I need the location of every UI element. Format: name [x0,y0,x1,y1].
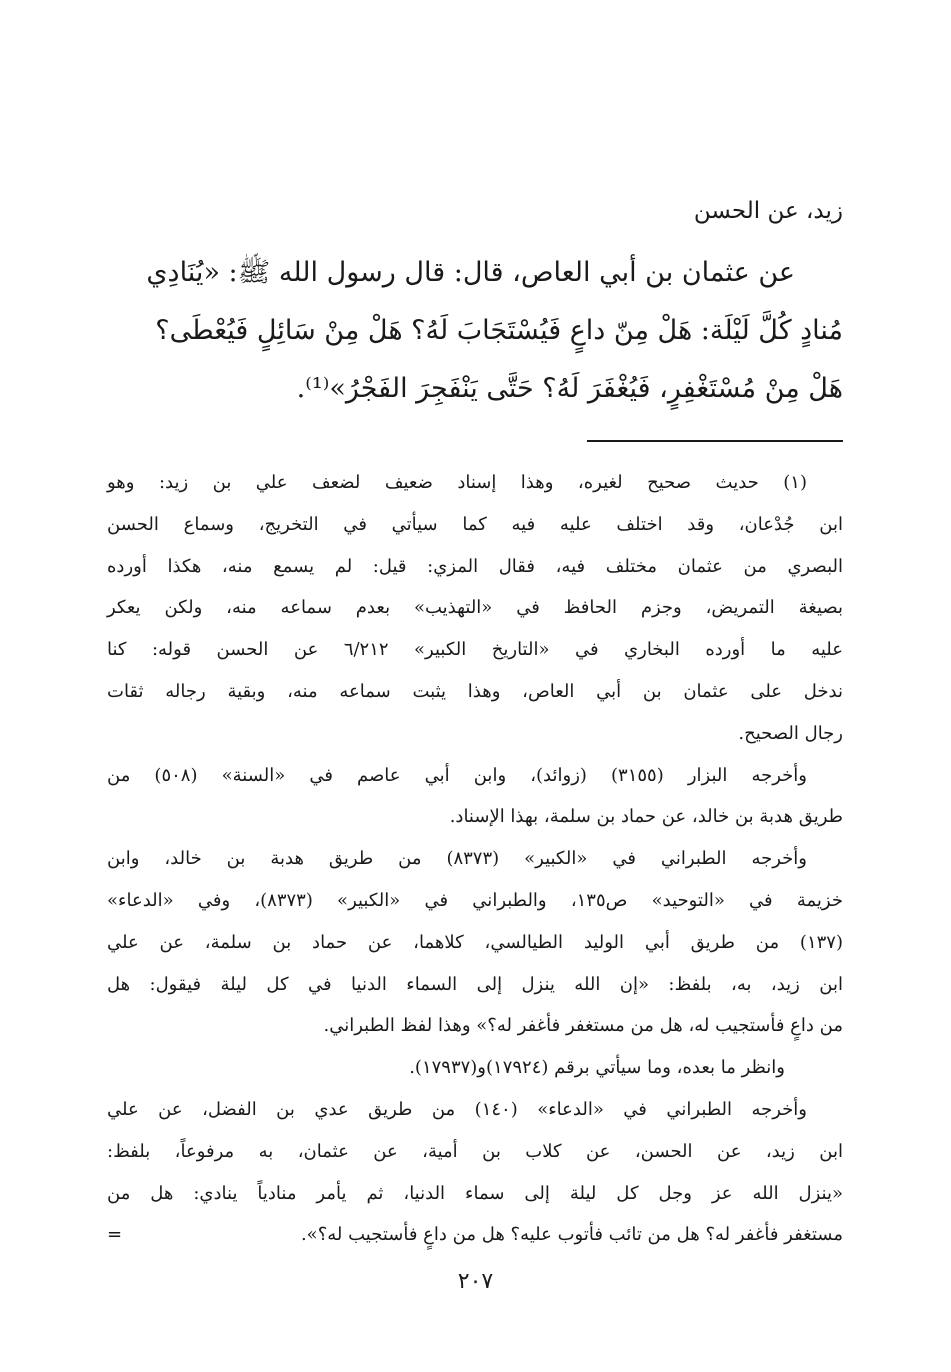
running-continuation-text: زيد، عن الحسن [693,198,843,224]
footnote-line: طريق هدبة بن خالد، عن حماد بن سلمة، بهذا الإسناد. [449,806,843,828]
footnote-line: بصيغة التمريض، وجزم الحافظ في «التهذيب» بعدم سماعه منه، ولكن يعكر [107,597,843,619]
footnote-line: خزيمة في «التوحيد» ص١٣٥، والطبراني في «الكبير» (٨٣٧٣)، وفي «الدعاء» [107,889,843,911]
page-number: ٢٠٧ [457,1269,494,1294]
footnote-line: (١٣٧) من طريق أبي الوليد الطيالسي، كلاهما، عن حماد بن سلمة، عن علي [107,931,843,953]
footnote-line: وأخرجه الطبراني في «الدعاء» (١٤٠) من طريق عدي بن الفضل، عن علي [107,1098,807,1120]
footnote-line: رجال الصحيح. [738,722,843,744]
footnote-line: ابن جُدْعان، وقد اختلف عليه فيه كما سيأتي في التخريج، وسماع الحسن [107,513,843,535]
footnote-line: (١) حديث صحيح لغيره، وهذا إسناد ضعيف لضعف علي بن زيد: وهو [107,472,807,493]
footnote-line: وأخرجه البزار (٣١٥٥) (زوائد)، وابن أبي عاصم في «السنة» (٥٠٨) من [107,764,807,786]
hadith-line: عن عثمان بن أبي العاص، قال: قال رسول الله ﷺ: «يُنَادِي [146,257,795,288]
footnote-line: البصري من عثمان مختلف فيه، فقال المزي: قيل: لم يسمع منه، هكذا أورده [107,555,843,577]
footnote-line: ابن زيد، به، بلفظ: «إن الله ينزل إلى السماء الدنيا في كل ليلة فيقول: هل [107,973,843,995]
hadith-line: هَلْ مِنْ مُسْتَغْفِرٍ، فَيُغْفَرَ لَهُ؟ حَتَّى يَنْفَجِرَ الفَجْرُ»⁽¹⁾. [296,373,843,404]
hadith-text-block [107,244,843,418]
footnotes-block [107,462,843,1256]
footnote-line: «ينزل الله عز وجل كل ليلة إلى سماء الدنيا، ثم يأمر منادياً ينادي: هل من [107,1182,843,1204]
footnote-line: مستغفر فأغفر له؟ هل من تائب فأتوب عليه؟ هل من داعٍ فأستجيب له؟». [300,1224,843,1246]
footnote-line: وانظر ما بعده، وما سيأتي برقم (١٧٩٢٤)و(١٧٩٣٧). [409,1057,785,1079]
footnote-line: من داعٍ فأستجيب له، هل من مستغفر فأغفر له؟» وهذا لفظ الطبراني. [323,1015,843,1037]
footnote-line: ندخل على عثمان بن أبي العاص، وهذا يثبت سماعه منه، وبقية رجاله ثقات [107,680,843,702]
footnote-line: ابن زيد، عن الحسن، عن كلاب بن أمية، عن عثمان، به مرفوعاً، بلفظ: [107,1140,843,1162]
footnote-separator [587,440,843,442]
footnote-line-with-continuation [107,1214,843,1256]
footnote-line: وأخرجه الطبراني في «الكبير» (٨٣٧٣) من طريق هدبة بن خالد، وابن [107,848,808,870]
footnote-line: عليه ما أورده البخاري في «التاريخ الكبير» ٦/٢١٢ عن الحسن قوله: كنا [107,639,844,661]
continuation-mark: = [107,1224,123,1246]
hadith-line: مُنادٍ كُلَّ لَيْلَة: هَلْ مِنّ داعٍ فَيُسْتَجَابَ لَهُ؟ هَلْ مِنْ سَائِلٍ فَيُعْطَى؟ [155,315,843,346]
